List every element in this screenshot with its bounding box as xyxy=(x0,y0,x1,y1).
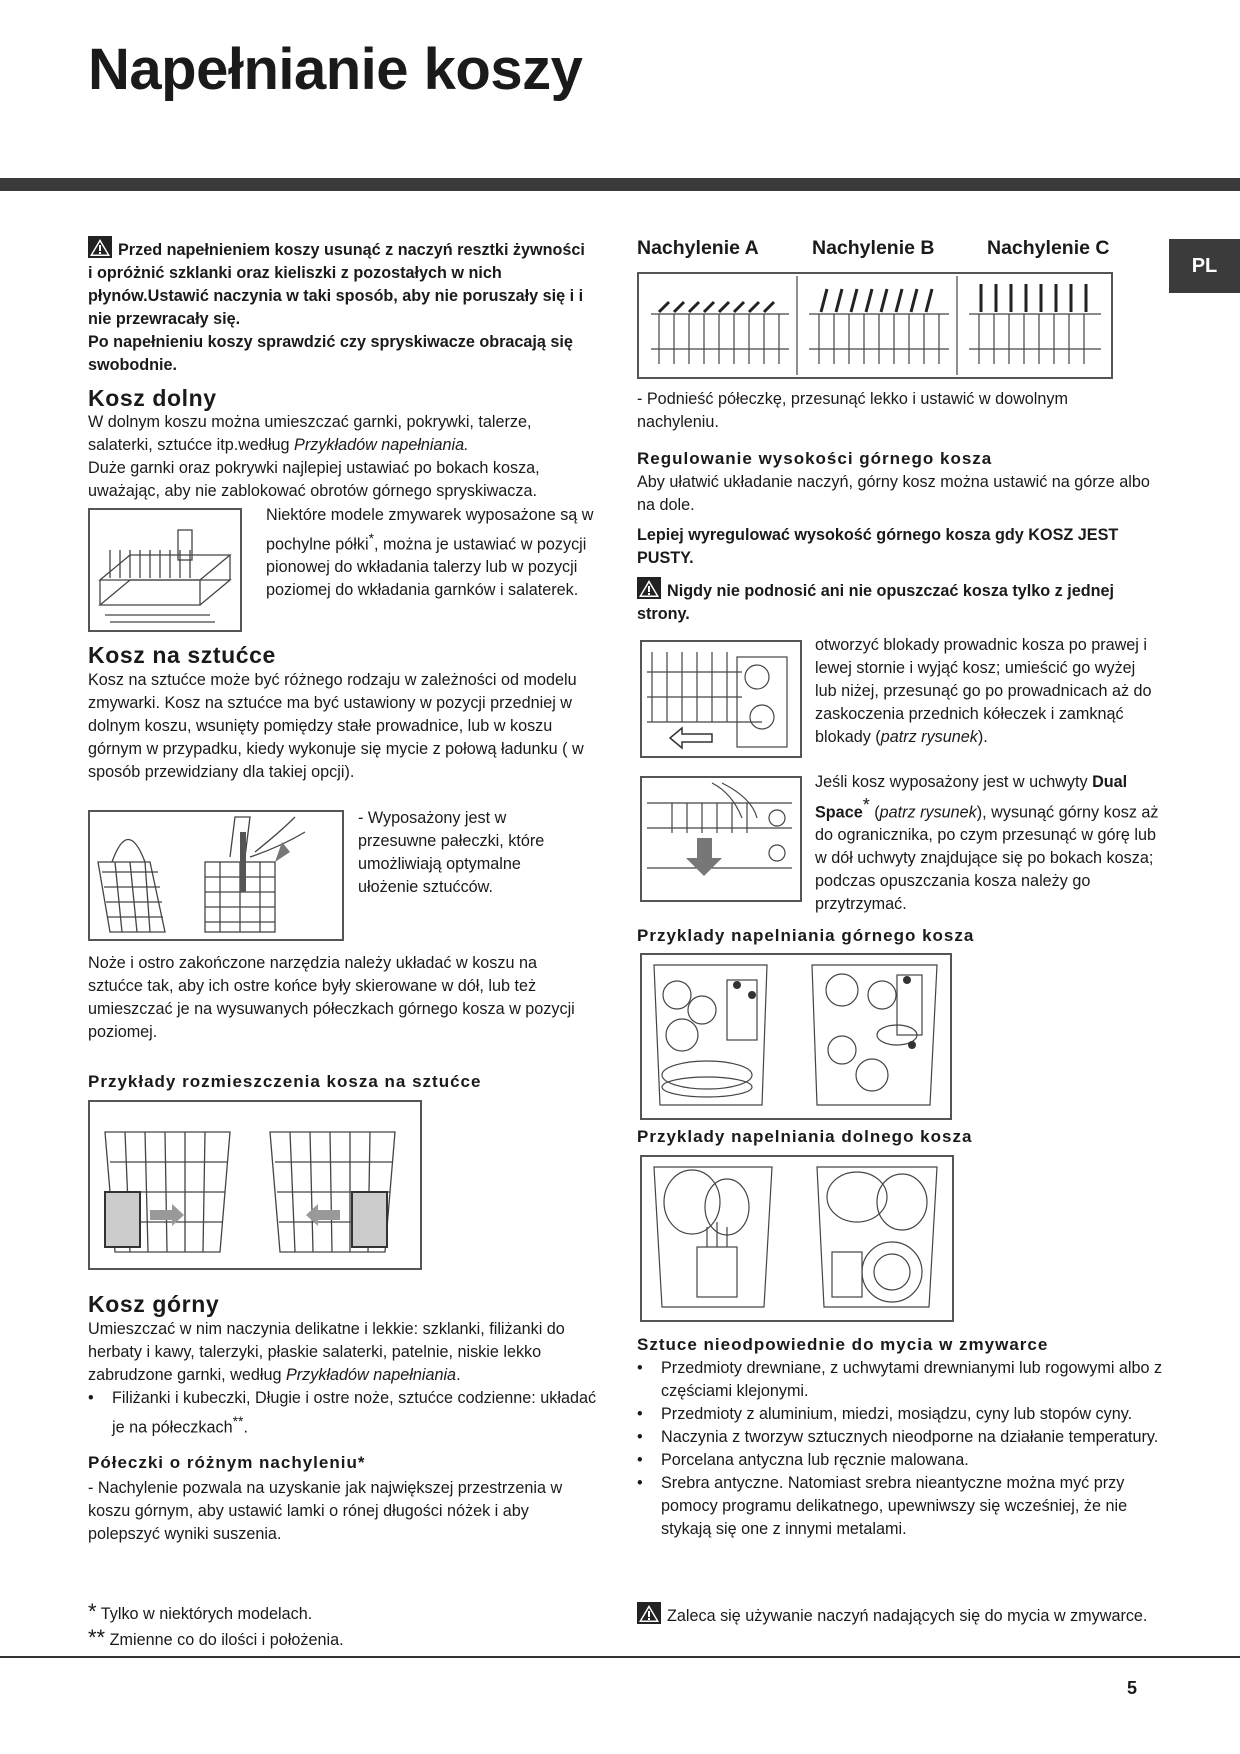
sliding-rods-text: - Wyposażony jest w przesuwne pałeczki, które umożliwiają optymalne ułożenie sztućców. xyxy=(358,809,545,896)
footnotes xyxy=(88,1600,588,1652)
text-span: Nigdy nie podnosić ani nie opuszczać kosza tylko z jednej strony. xyxy=(637,582,1115,623)
text-span: Zmienne co do ilości i położenia. xyxy=(105,1631,344,1649)
cutlery-positions-drawing xyxy=(90,1102,420,1268)
rail-instructions-text xyxy=(815,634,1160,749)
poleczki-heading: Półeczki o różnym nachyleniu* xyxy=(88,1453,366,1472)
dual-space-figure xyxy=(640,776,802,902)
basket-rail-figure-1 xyxy=(640,640,802,758)
poleczki-text: - Nachylenie pozwala na uzyskanie jak największej przestrzenia w koszu górnym, aby ustawić lamki o rónej długości nóżek i aby polepszyć wyniki suszenia. xyxy=(88,1479,563,1543)
warning-text: Przed napełnieniem koszy usunąć z naczyń resztki żywności i opróżnić szklanki oraz kieliszki z pozostałych w nich płynów.Ustawić naczynia w taki sposób, aby nie poruszały się i i nie przewracały się. xyxy=(88,241,585,328)
cutlery-basket-figure xyxy=(88,810,344,941)
text-span: Tylko w niektórych modelach. xyxy=(96,1605,313,1623)
lower-examples-heading: Przyklady napelniania dolnego kosza xyxy=(637,1127,973,1146)
warning-icon xyxy=(637,577,661,599)
lower-basket-examples-drawing xyxy=(642,1157,952,1320)
footnote-mark: ** xyxy=(88,1625,106,1650)
text-span: Zaleca się używanie naczyń nadających się do mycia w zmywarce. xyxy=(667,1607,1148,1625)
text-span: ( xyxy=(869,803,880,822)
height-adjust-p1: Aby ułatwić układanie naczyń, górny kosz można ustawić na górze albo na dole. xyxy=(637,473,1150,514)
text-span: W dolnym koszu można umieszczać garnki, pokrywki, talerze, salaterki, sztućce itp.według xyxy=(88,413,532,454)
tilt-positions-drawing xyxy=(639,274,1111,377)
tilt-positions-figure xyxy=(637,272,1113,379)
text-span: . xyxy=(243,1418,248,1437)
text-bold: Dual Space xyxy=(815,773,1128,822)
cutlery-positions-figure xyxy=(88,1100,422,1270)
tilting-shelves-text xyxy=(266,504,596,602)
dual-space-drawing xyxy=(642,778,800,900)
footnote-2 xyxy=(88,1626,588,1652)
text-span: Umieszczać w nim naczynia delikatne i lekkie: szklanki, filiżanki do herbaty i kawy, talerzyki, płaskie salaterki, patelnie, niskie lekko zabrudzone garnki, według xyxy=(88,1320,565,1384)
page-title: Napełnianie koszy xyxy=(88,37,583,102)
tilt-b-label: Nachylenie B xyxy=(812,237,935,259)
kosz-gorny-p1 xyxy=(88,1318,598,1387)
text-em: Przykładów napełniania. xyxy=(294,436,469,454)
cutlery-basket-drawing xyxy=(90,812,342,939)
knives-text: Noże i ostro zakończone narzędzia należy układać w koszu na sztućce tak, aby ich ostre końce były skierowane w dół, lub też umieszczać je na wysuwanych półeczkach górnego kosza w pozycji poziomej. xyxy=(88,954,575,1041)
kosz-dolny-heading: Kosz dolny xyxy=(88,385,217,411)
height-adjust-warning xyxy=(637,577,1169,626)
kosz-gorny-text xyxy=(88,1318,598,1439)
footnote-mark: * xyxy=(368,530,375,546)
list-item: • Przedmioty z aluminium, miedzi, mosiądzu, cyny lub stopów cyny. xyxy=(637,1403,1169,1426)
list-item xyxy=(88,1387,598,1439)
footer-rule xyxy=(0,1656,1240,1658)
kosz-sztucce-p1: Kosz na sztućce może być różnego rodzaju w zależności od modelu zmywarki. Kosz na sztućce ma być ustawiony w pozycji przedniej w dolnym koszu, wsunięty pomiędzy stałe prowadnice, lub w koszu górnym w przypadku, kiedy wykonuje się mycie z połową ładunku ( w sposób przewidziany dla takiej opcji). xyxy=(88,671,584,781)
upper-basket-examples-drawing xyxy=(642,955,950,1118)
upper-basket-examples-figure xyxy=(640,953,952,1120)
tilt-text: - Podnieść półeczkę, przesunąć lekko i ustawić w dowolnym nachyleniu. xyxy=(637,390,1068,431)
text-em: patrz rysunek xyxy=(879,803,977,822)
page-number: 5 xyxy=(1127,1678,1138,1698)
unsuitable-heading: Sztuce nieodpowiednie do mycia w zmywarce xyxy=(637,1335,1049,1354)
text-em: patrz rysunek xyxy=(880,728,978,746)
footnote-mark: ** xyxy=(232,1413,244,1429)
text-span: ). xyxy=(977,728,988,746)
warning-icon xyxy=(637,1602,661,1624)
final-warning-text xyxy=(637,1602,1157,1628)
text-span: otworzyć blokady prowadnic kosza po prawej i lewej stornie i wyjąć kosz; umieścić go wyżej lub niżej, przesunąć go po prowadnicach aż do zaskoczenia przednich kółeczek i zamknąć blokady ( xyxy=(815,636,1152,746)
lower-basket-drawing xyxy=(90,510,240,630)
list-item: • Porcelana antyczna lub ręcznie malowana. xyxy=(637,1449,1169,1472)
kosz-sztucce-heading: Kosz na sztućce xyxy=(88,642,276,668)
footnote-mark: * xyxy=(88,1599,97,1624)
cutlery-examples-heading: Przykłady rozmieszczenia kosza na sztućce xyxy=(88,1072,482,1091)
tilt-a-label: Nachylenie A xyxy=(637,237,759,259)
lower-basket-examples-figure xyxy=(640,1155,954,1322)
height-adjust-p2: Lepiej wyregulować wysokość górnego kosza gdy KOSZ JEST PUSTY. xyxy=(637,526,1119,567)
left-column xyxy=(88,236,588,377)
language-tab: PL xyxy=(1169,239,1240,293)
header-rule xyxy=(0,178,1240,191)
text-span: Jeśli kosz wyposażony jest w uchwyty xyxy=(815,773,1093,791)
kosz-gorny-list xyxy=(88,1387,598,1439)
basket-rail-drawing-1 xyxy=(642,642,800,756)
text-span: Filiżanki i kubeczki, Długie i ostre noże, sztućce codzienne: układać je na półeczkach xyxy=(112,1389,597,1437)
kosz-dolny-p2: Duże garnki oraz pokrywki najlepiej ustawiać po bokach kosza, uważając, aby nie zablokować obrotów górnego spryskiwacza. xyxy=(88,459,540,500)
unsuitable-list xyxy=(637,1357,1169,1541)
tilt-c-label: Nachylenie C xyxy=(987,237,1110,259)
kosz-dolny-p1 xyxy=(88,411,593,457)
list-item: • Przedmioty drewniane, z uchwytami drewnianymi lub rogowymi albo z częściami klejonymi. xyxy=(637,1357,1169,1403)
text-span: Niektóre modele zmywarek wyposażone są w pochylne półki xyxy=(266,506,594,554)
upper-examples-heading: Przyklady napelniania górnego kosza xyxy=(637,926,975,945)
lower-basket-figure xyxy=(88,508,242,632)
text-em: Przykładów napełniania xyxy=(285,1366,457,1384)
kosz-gorny-heading: Kosz górny xyxy=(88,1291,220,1317)
footnote-mark: * xyxy=(862,795,870,815)
list-item: • Naczynia z tworzyw sztucznych nieodporne na działanie temperatury. xyxy=(637,1426,1169,1449)
footnote-1 xyxy=(88,1600,588,1626)
kosz-dolny-text xyxy=(88,411,593,503)
warning-text-2: Po napełnieniu koszy sprawdzić czy spryskiwacze obracają się swobodnie. xyxy=(88,333,573,374)
dual-space-text xyxy=(815,771,1160,916)
final-warning xyxy=(637,1602,1157,1628)
unsuitable-section xyxy=(637,1357,1169,1541)
text-span: ), wysunąć górny kosz aż do ogranicznika, po czym przesunąć w górę lub w dół uchwyty znajdujące się po bokach kosza; podczas opuszczania kosza należy go przytrzymać. xyxy=(815,803,1159,914)
height-adjust-text xyxy=(637,471,1169,626)
list-item: • Srebra antyczne. Natomiast srebra nieantyczne można myć przy pomocy programu delikatnego, upewniwszy się wcześniej, że nie stykają się one z innymi metalami. xyxy=(637,1472,1169,1541)
warning-block xyxy=(88,236,588,331)
height-adjust-heading: Regulowanie wysokości górnego kosza xyxy=(637,449,993,468)
text-span: , można je ustawiać w pozycji pionowej do wkładania talerzy lub w pozycji poziomej do wkładania garnków i salaterek. xyxy=(266,535,587,600)
warning-icon xyxy=(88,236,112,258)
text-span: . xyxy=(456,1366,461,1384)
